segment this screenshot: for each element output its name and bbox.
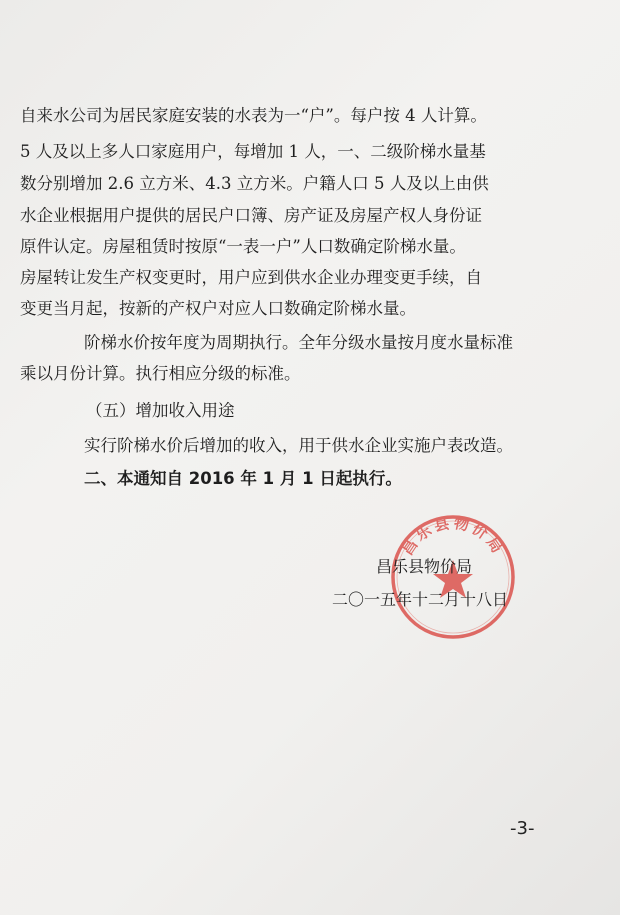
body-line-9: 乘以月份计算。执行相应分级的标准。 [20, 364, 301, 383]
body-line-11: 实行阶梯水价后增加的收入，用于供水企业实施户表改造。 [84, 436, 513, 455]
body-line-7: 变更当月起，按新的产权户对应人口数确定阶梯水量。 [20, 299, 416, 318]
page-number: -3- [510, 818, 535, 839]
body-line-1: 自来水公司为居民家庭安装的水表为一“户”。每户按 4 人计算。 [20, 106, 487, 125]
clause-two: 二、本通知自 2016 年 1 月 1 日起执行。 [84, 469, 402, 488]
body-line-8: 阶梯水价按年度为周期执行。全年分级水量按月度水量标准 [84, 333, 513, 352]
official-seal-stamp [388, 512, 518, 642]
issue-date: 二〇一五年十二月十八日 [332, 590, 509, 609]
seal-text: 昌乐县物价局 [398, 513, 508, 559]
body-line-5: 原件认定。房屋租赁时按原“一表一户”人口数确定阶梯水量。 [20, 237, 466, 256]
body-line-2: 5 人及以上多人口家庭用户，每增加 1 人，一、二级阶梯水量基 [20, 142, 486, 161]
body-line-3: 数分别增加 2.6 立方米、4.3 立方米。户籍人口 5 人及以上由供 [20, 174, 489, 193]
issuer-name: 昌乐县物价局 [376, 557, 473, 576]
body-line-4: 水企业根据用户提供的居民户口簿、房产证及房屋产权人身份证 [20, 206, 482, 225]
section-heading: （五）增加收入用途 [86, 401, 235, 420]
body-line-6: 房屋转让发生产权变更时，用户应到供水企业办理变更手续，自 [20, 268, 482, 287]
